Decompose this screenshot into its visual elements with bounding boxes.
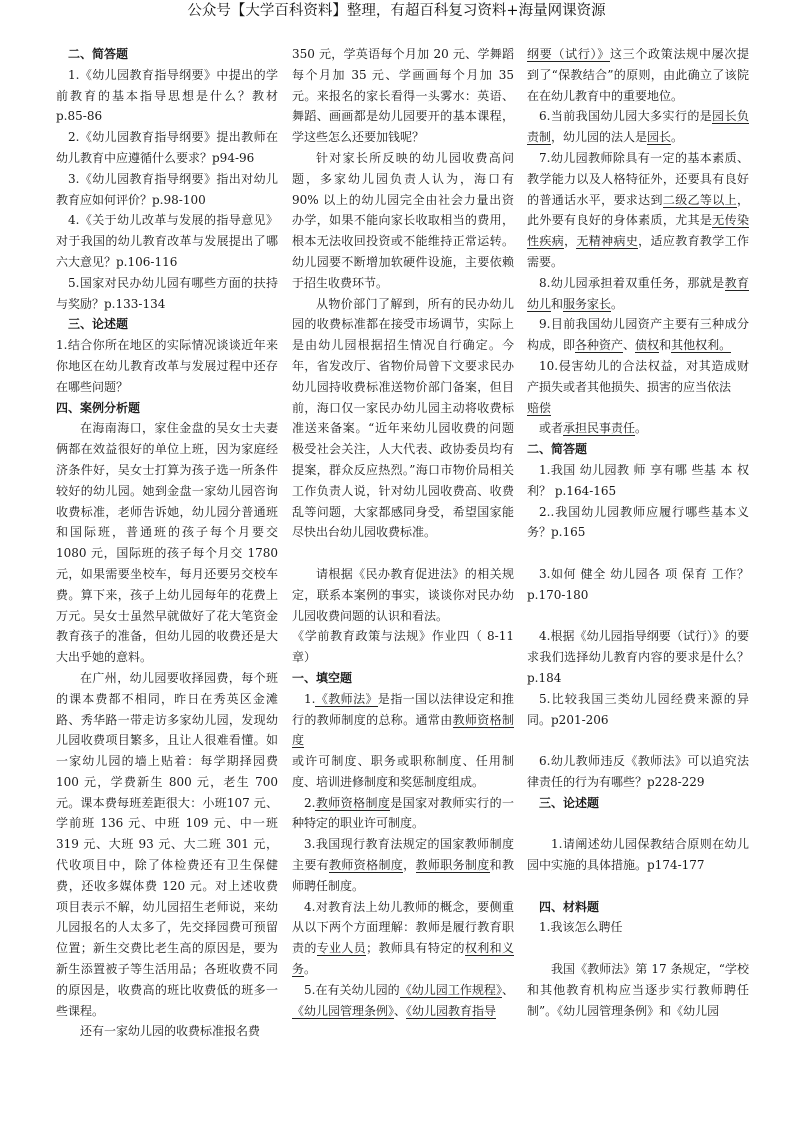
case-paragraph: 从物价部门了解到，所有的民办幼儿园的收费标准都在接受市场调节，实际上是由幼儿园根据招生情况自行确定。今年，省发改厅、省物价局曾下文要求民办幼儿园持收费标准送物价部门备案，但目前，海口仅一家民办幼儿园主动将收费标准送来备案。“近年来幼儿园收费的问题极受社会关注，人大代表、政协委员均有提案，群众反应热烈。”海口市物价局相关工作负责人说，针对幼儿园收费高、收费乱等问题，大家都感同身受，希望国家能尽快出台幼儿园收费标准。 [292,296,514,540]
spacer [292,543,514,564]
item-text: 和教师聘任制度。 [292,858,514,893]
answer-blank: 园长负责制 [527,109,749,145]
item-text: 7.幼儿园教师除具有一定的基本素质、教学能力以及人格特征外，还要具有良好的普通话水平，要求达到 [527,150,749,207]
item-text: ，此外要有良好的身体素质，尤其是 [527,192,749,228]
section-title-fill-blank: 一、填空题 [292,670,353,685]
section-title-essay: 三、论述题 [68,317,129,332]
section-title-essay: 三、论述题 [539,795,600,810]
fill-item-2 [292,793,514,835]
answer-blank: 二级乙等以上 [662,192,737,207]
item-text: 是国家对教师实行的一种特定的职业许可制度。 [292,795,514,831]
item-text: 10.侵害幼儿的合法权益，对其造成财产损失或者其他损失、损害的应当依法 [527,358,749,394]
item-text: 这三个政策法规中屡次提到了“保教结合”的原则，由此确立了该院在在幼儿教育中的重要地位。 [527,47,749,103]
column-left [56,44,278,1042]
spacer [527,938,749,959]
separator: 、 [623,338,636,353]
answer-blank: 专业人员 [316,941,367,956]
fill-item-7 [527,148,749,273]
answer-blank: 教师职务制度 [415,858,490,873]
homework-title: 《学前教育政策与法规》作业四（ 8-11 章） [292,629,514,665]
material-text: 我国《教师法》第 17 条规定，“学校和其他教育机构应当逐步实行教师聘任制”。《幼儿园管理条例》和《幼儿园 [527,962,749,1018]
item-text: 和 [659,338,672,353]
item-text: 或者 [539,421,564,436]
question-item: 4.《关于幼儿改革与发展的指导意见》对于我国的幼儿教育改革与发展提出了哪六大意见？p.106-116 [56,213,278,269]
case-paragraph: 350 元，学英语每个月加 20 元、学舞蹈每个月加 35 元、学画画每个月加 35 元。来报名的家长看得一头雾水：英语、舞蹈、画画都是幼儿园要开的基本课程，学这些怎么还要加钱呢？ [292,47,514,145]
item-text: 8.幼儿园承担着双重任务，那就是 [539,275,725,290]
fill-item-6 [527,106,749,148]
item-number: 2. [304,795,316,810]
answer-blank: 教育幼儿 [527,275,749,311]
item-text: 。 [611,296,624,311]
item-text: 9.目前我国幼儿园资产主要有三种成分构成，即 [527,317,749,353]
item-text: 4.对教育法上幼儿教师的概念，要侧重从以下两个方面理解：教师是履行教育职责的 [292,899,514,956]
answer-blank: 无传染性疾病 [527,213,749,249]
answer-blank: 教师资格制度 [329,858,404,873]
answer-blank: 教师资格制度 [292,712,514,748]
answer-blank: 《教师法》 [315,691,378,706]
spacer [527,876,749,897]
separator: ， [403,858,416,873]
answer-blank: 权利和义务 [292,941,514,977]
case-paragraph: 还有一家幼儿园的收费标准报名费 [80,1024,261,1039]
fill-item-8 [527,273,749,315]
answer-blank: 债权 [635,338,660,353]
question-item: 1.《幼儿园教育指导纲要》中提出的学前教育的基本指导思想是什么？教材 p.85-86 [56,67,278,124]
answer-blank: 服务家长 [563,296,612,311]
essay-question: 1.结合你所在地区的实际情况谈谈近年来你地区在幼儿教育改革与发展过程中还存在哪些问题？ [56,338,278,394]
answer-blank: 其他权利。 [671,338,732,353]
item-text: 或许可制度、职务或职称制度、任用制度、培训进修制度和奖惩制度组成。 [292,754,514,789]
answer-blank: 赔偿 [527,400,552,415]
item-text: 6.当前我国幼儿园大多实行的是 [539,109,713,124]
question-item: 1.我国 幼儿园教 师 享有哪 些基 本 权利？ p.164-165 [527,462,749,498]
column-middle [292,44,514,1021]
item-text: ；教师具有特定的 [366,941,465,956]
separator: 、 [501,982,514,997]
answer-blank: 承担民事责任 [563,421,636,436]
spacer [527,543,749,564]
question-item: 2..我国幼儿园教师应履行哪些基本义务？p.165 [527,504,749,540]
answer-blank: 各种资产 [575,338,624,353]
fill-item-5-cont [527,44,749,106]
column-right [527,44,749,1021]
case-paragraph: 在海南海口，家住金盘的吴女士夫妻俩都在效益很好的单位上班，因为家庭经济条件好，吴女士打算为孩子选一所条件较好的幼儿园。她到金盘一家幼儿园咨询收费标准，老师告诉她，幼儿园分普通班和国际班，普通班的孩子每个月要交 1080 元，国际班的孩子每个月交 1780 元，如果需要坐校车，每月还要另交校车费。算下来，孩子上幼儿园每年的花费上万元。吴女士虽然早就做好了花大笔资金教育孩子的准备，但幼儿园的收费还是大大出乎她的意料。 [56,421,278,665]
item-text: 3.我国现行教育法规定的国家教师制度主要有 [292,837,514,873]
fill-item-3 [292,834,514,896]
item-text: 5.在有关幼儿园的 [304,982,400,997]
question-item: 2.《幼儿园教育指导纲要》提出教师在幼儿教育中应遵循什么要求？p94-96 [56,130,278,165]
question-item: 5.国家对民办幼儿园有哪些方面的扶持与奖励？p.133-134 [56,275,278,311]
question-item: 6.幼儿教师违反《教师法》可以追究法律责任的行为有哪些？p228-229 [527,754,749,789]
item-text: 。 [671,130,684,145]
item-number: 1. [304,691,316,706]
fill-item-9 [527,314,749,356]
separator: 、 [394,1003,407,1018]
answer-blank: 《幼儿园管理条例》 [292,1003,395,1018]
fill-item-4 [292,897,514,980]
answer-blank: 教师资格制度 [315,795,391,810]
answer-blank: 《幼儿园工作规程》 [399,982,502,997]
section-title-material: 四、材料题 [539,899,600,914]
fill-item-10 [527,356,749,418]
case-question: 请根据《民办教育促进法》的相关规定，联系本案例的事实，谈谈你对民办幼儿园收费问题的认识和看法。 [292,566,514,623]
answer-blank: 纲要（试行）》 [527,47,610,61]
question-item: 3.如何 健全 幼儿园各 项 保育 工作？ p.170-180 [527,566,749,602]
section-title-short-answer: 二、简答题 [68,47,129,61]
essay-question: 1.请阐述幼儿园保教结合原则在幼儿园中实施的具体措施。p174-177 [527,837,749,873]
spacer [527,813,749,834]
fill-item-5 [292,980,514,1022]
answer-blank: 无精神病史 [576,234,639,249]
spacer [527,606,749,627]
fill-item-1 [292,689,514,793]
section-title-case-analysis: 四、案例分析题 [56,400,141,415]
item-text: 。 [635,421,648,436]
fill-item-10-cont [527,418,749,439]
item-text: 是指一国以法律设定和推行的教师制度的总称。通常由 [292,691,514,727]
material-title: 1.我该怎么聘任 [539,920,623,935]
question-item: 5.比较我国三类幼儿园经费来源的异同。p201-206 [527,691,749,727]
case-paragraph: 在广州，幼儿园要收择园费，每个班的课本费都不相同，昨日在秀英区金滩路、秀华路一带走访多家幼儿园，发现幼儿园收费项目繁多，且让人很难看懂。如一家幼儿园的墙上贴着：每学期择园费 100 元，学费新生 800 元，老生 700 元。课本费每班差距很大：小班107 元、学前班 136 元、中班 109 元、中一班 319 元、大班 93 元、大二班 301 元，代收项目中，除了体检费还有卫生保健费，还收多媒体费 120 元。对上述收费项目表示不解，幼儿园招生老师说，来幼儿园报名的人太多了，先交择园费可预留位置；新生交费比老生高的原因是，要为新生添置被子等生活用品；各班收费不同的原因是，收费高的班比收费低的班多一些课程。 [56,670,278,1018]
item-text: ，适应教育教学工作需要。 [527,234,749,269]
question-item: 3.《幼儿园教育指导纲要》指出对幼儿教育应如何评价？p.98-100 [56,171,278,207]
spacer [527,730,749,751]
item-text: 。 [304,962,317,977]
page-header: 公众号【大学百科资料】整理，有超百科复习资料+海量网课资源 [187,3,606,19]
item-text: ，幼儿园的法人是 [551,130,648,145]
answer-blank: 《幼儿园教育指导 [406,1003,497,1018]
case-paragraph: 针对家长所反映的幼儿园收费高问题，多家幼儿园负责人认为，海口有 90% 以上的幼儿园完全由社会力量出资办学，如果不能向家长收取相当的费用，根本无法收回投资或不能维持正常运转。幼儿园要不断增加软硬件设施，主要依赖于招生收费环节。 [292,150,514,290]
question-item: 4.根据《幼儿园指导纲要（试行）》的要求我们选择幼儿教育内容的要求是什么？p.184 [527,629,749,685]
item-text: 和 [551,296,564,311]
separator: ， [564,234,577,249]
answer-blank: 园长 [647,130,672,145]
section-title-short-answer: 二、简答题 [527,442,588,457]
